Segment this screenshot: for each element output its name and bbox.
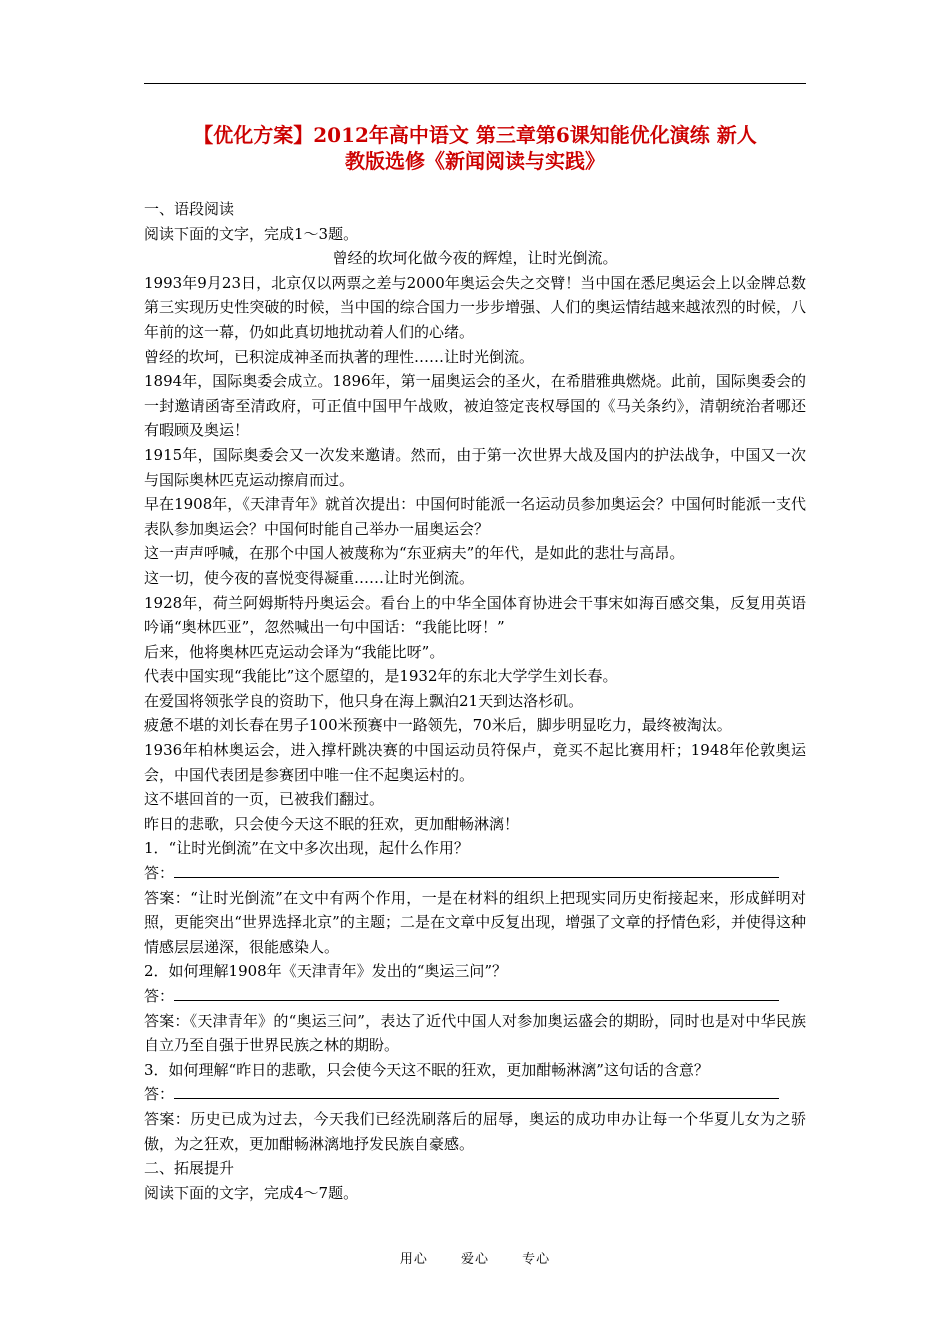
passage-paragraph: 1993年9月23日，北京仅以两票之差与2000年奥运会失之交臂！当中国在悉尼奥运会上以金牌总数第三实现历史性突破的时候，当中国的综合国力一步步增强、人们的奥运情结越来越浓烈的时候，八年前的这一幕，仍如此真切地扰动着人们的心绪。 bbox=[144, 273, 806, 341]
passage-paragraph: 后来，他将奥林匹克运动会译为“我能比呀”。 bbox=[144, 642, 445, 661]
passage-paragraph: 曾经的坎坷，已积淀成神圣而执著的理性……让时光倒流。 bbox=[144, 347, 535, 366]
passage-paragraph: 1915年，国际奥委会又一次发来邀请。然而，由于第一次世界大战及国内的护法战争，中国又一次与国际奥林匹克运动擦肩而过。 bbox=[144, 445, 806, 489]
answer-label: 答： bbox=[144, 1085, 175, 1104]
document-body bbox=[144, 197, 806, 1205]
passage-paragraph: 疲惫不堪的刘长春在男子100米预赛中一路领先，70米后，脚步明显吃力，最终被淘汰。 bbox=[144, 716, 732, 735]
footer-text: 专心 bbox=[522, 1252, 551, 1267]
title-line-2: 教版选修《新闻阅读与实践》 bbox=[345, 149, 605, 173]
answer-2: 答案：《天津青年》的“奥运三问”，表达了近代中国人对参加奥运盛会的期盼，同时也是对中华民族自立乃至自强于世界民族之林的期盼。 bbox=[144, 1011, 806, 1055]
passage-paragraph: 1936年柏林奥运会，进入撑杆跳决赛的中国运动员符保卢，竟买不起比赛用杆；1948年伦敦奥运会，中国代表团是参赛团中唯一住不起奥运村的。 bbox=[144, 741, 806, 784]
section-heading: 一、语段阅读 bbox=[144, 200, 235, 218]
title-line-1: 【优化方案】2012年高中语文 第三章第6课知能优化演练 新人 bbox=[193, 123, 757, 147]
passage-paragraph: 在爱国将领张学良的资助下，他只身在海上飘泊21天到达洛杉矶。 bbox=[144, 691, 584, 710]
answer-line-3 bbox=[144, 1082, 806, 1107]
answer-label: 答： bbox=[144, 864, 175, 883]
header-rule bbox=[144, 83, 806, 84]
question-1: 1．“让时光倒流”在文中多次出现，起什么作用？ bbox=[144, 839, 469, 858]
passage-paragraph: 这一切，使今夜的喜悦变得凝重……让时光倒流。 bbox=[144, 568, 475, 587]
instruction: 阅读下面的文字，完成1～3题。 bbox=[144, 224, 359, 243]
passage-paragraph: 这不堪回首的一页，已被我们翻过。 bbox=[144, 790, 385, 809]
question-3: 3．如何理解“昨日的悲歌，只会使今天这不眠的狂欢，更加酣畅淋漓”这句话的含意？ bbox=[144, 1060, 709, 1079]
answer-blank bbox=[174, 985, 779, 1001]
answer-blank bbox=[174, 862, 779, 878]
answer-blank bbox=[174, 1083, 779, 1099]
question-2: 2．如何理解1908年《天津青年》发出的“奥运三问”？ bbox=[144, 962, 508, 981]
passage-title: 曾经的坎坷化做今夜的辉煌，让时光倒流。 bbox=[332, 249, 618, 268]
passage-paragraph: 1928年，荷兰阿姆斯特丹奥运会。看台上的中华全国体育协进会干事宋如海百感交集，反复用英语吟诵“奥林匹亚”，忽然喊出一句中国话：“我能比呀！” bbox=[144, 593, 806, 637]
passage-paragraph: 早在1908年，《天津青年》就首次提出：中国何时能派一名运动员参加奥运会？中国何时能派一支代表队参加奥运会？中国何时能自己举办一届奥运会？ bbox=[144, 495, 806, 538]
passage-paragraph: 1894年，国际奥委会成立。1896年，第一届奥运会的圣火，在希腊雅典燃烧。此前，国际奥委会的一封邀请函寄至清政府，可正值中国甲午战败，被迫签定丧权辱国的《马关条约》，清朝统治者哪还有暇顾及奥运！ bbox=[144, 372, 806, 440]
passage-paragraph: 代表中国实现“我能比”这个愿望的，是1932年的东北大学学生刘长春。 bbox=[144, 667, 618, 686]
passage-paragraph: 昨日的悲歌，只会使今天这不眠的狂欢，更加酣畅淋漓！ bbox=[144, 814, 520, 833]
page-footer bbox=[0, 1248, 950, 1267]
answer-1: 答案：“让时光倒流”在文中有两个作用，一是在材料的组织上把现实同历史衔接起来，形成鲜明对照，更能突出“世界选择北京”的主题；二是在文章中反复出现，增强了文章的抒情色彩，并使得这种情感层层递深，很能感染人。 bbox=[144, 888, 806, 956]
footer-text: 爱心 bbox=[460, 1252, 489, 1267]
document-title bbox=[144, 122, 806, 174]
footer-text: 用心 bbox=[399, 1252, 428, 1267]
answer-3: 答案：历史已成为过去，今天我们已经洗刷落后的屈辱，奥运的成功申办让每一个华夏儿女为之骄傲，为之狂欢，更加酣畅淋漓地抒发民族自豪感。 bbox=[144, 1109, 806, 1153]
answer-label: 答： bbox=[144, 987, 175, 1005]
answer-line-1 bbox=[144, 861, 806, 886]
instruction: 阅读下面的文字，完成4～7题。 bbox=[144, 1183, 359, 1202]
passage-paragraph: 这一声声呼喊，在那个中国人被蔑称为“东亚病夫”的年代，是如此的悲壮与高昂。 bbox=[144, 544, 685, 563]
section-heading: 二、拓展提升 bbox=[144, 1159, 235, 1178]
answer-line-2 bbox=[144, 984, 806, 1009]
